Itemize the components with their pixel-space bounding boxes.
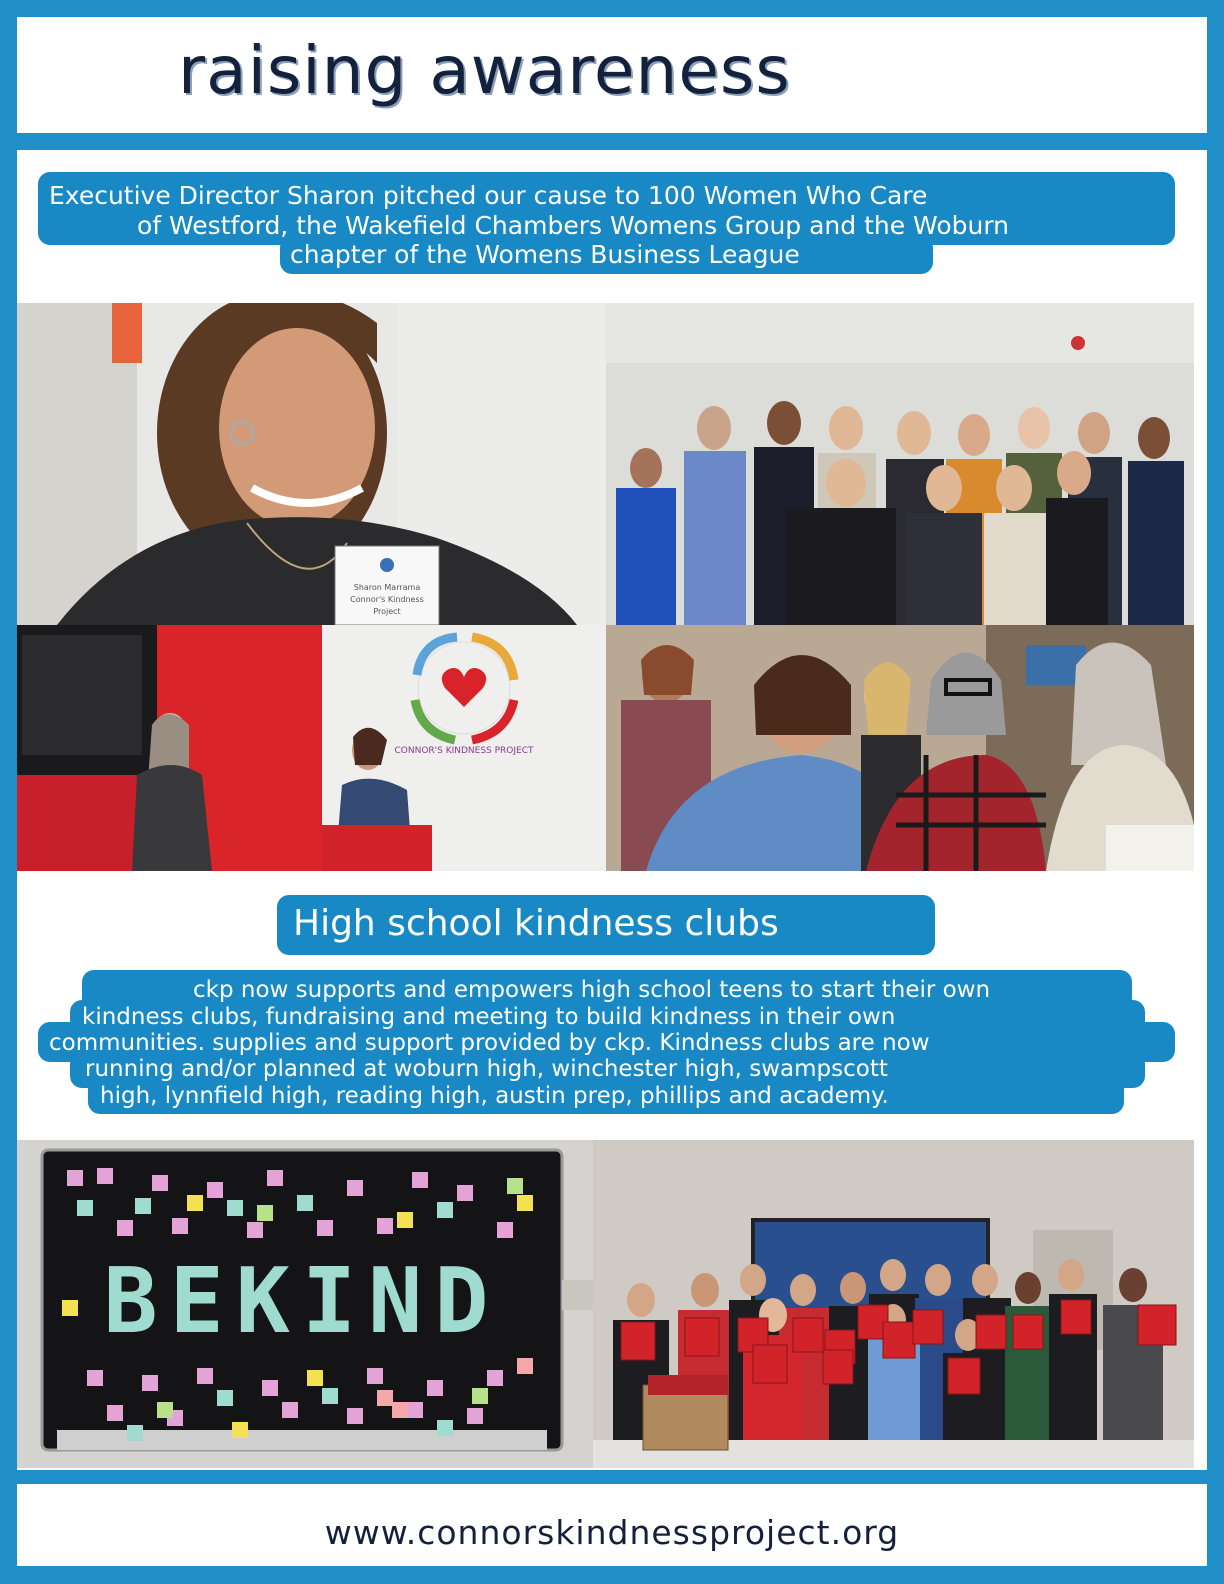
photo-interview — [17, 625, 606, 871]
page-title: raising awareness — [178, 32, 791, 109]
intro-line-1: Executive Director Sharon pitched our cause to 100 Women Who Care — [49, 181, 928, 210]
clubs-line-1: ckp now supports and empowers high school teens to start their own — [193, 977, 991, 1003]
photo-executive-director — [17, 303, 606, 625]
photo-women-at-table — [606, 625, 1194, 871]
clubs-line-4: running and/or planned at woburn high, winchester high, swampscott — [85, 1056, 888, 1082]
intro-line-2: of Westford, the Wakefield Chambers Womens Group and the Woburn — [137, 211, 1010, 240]
photo-kindness-club-students — [593, 1140, 1194, 1468]
clubs-line-3: communities. supplies and support provided by ckp. Kindness clubs are now — [49, 1030, 930, 1056]
board-letters: BEKIND — [103, 1249, 501, 1354]
photo-womens-group — [606, 303, 1194, 625]
name-badge-line-3: Project — [373, 607, 401, 616]
clubs-heading: High school kindness clubs — [293, 903, 779, 944]
footer-url[interactable]: www.connorskindnessproject.org — [324, 1513, 900, 1552]
intro-line-3: chapter of the Womens Business League — [290, 240, 800, 269]
clubs-line-2: kindness clubs, fundraising and meeting to build kindness in their own — [82, 1004, 896, 1030]
photo-be-kind-board — [17, 1140, 593, 1468]
clubs-line-5: high, lynnfield high, reading high, austin prep, phillips and academy. — [100, 1083, 889, 1109]
logo-ring-text: CONNOR'S KINDNESS PROJECT — [394, 746, 534, 756]
name-badge-line-1: Sharon Marrama — [353, 583, 421, 592]
name-badge-line-2: Connor's Kindness — [350, 595, 424, 604]
